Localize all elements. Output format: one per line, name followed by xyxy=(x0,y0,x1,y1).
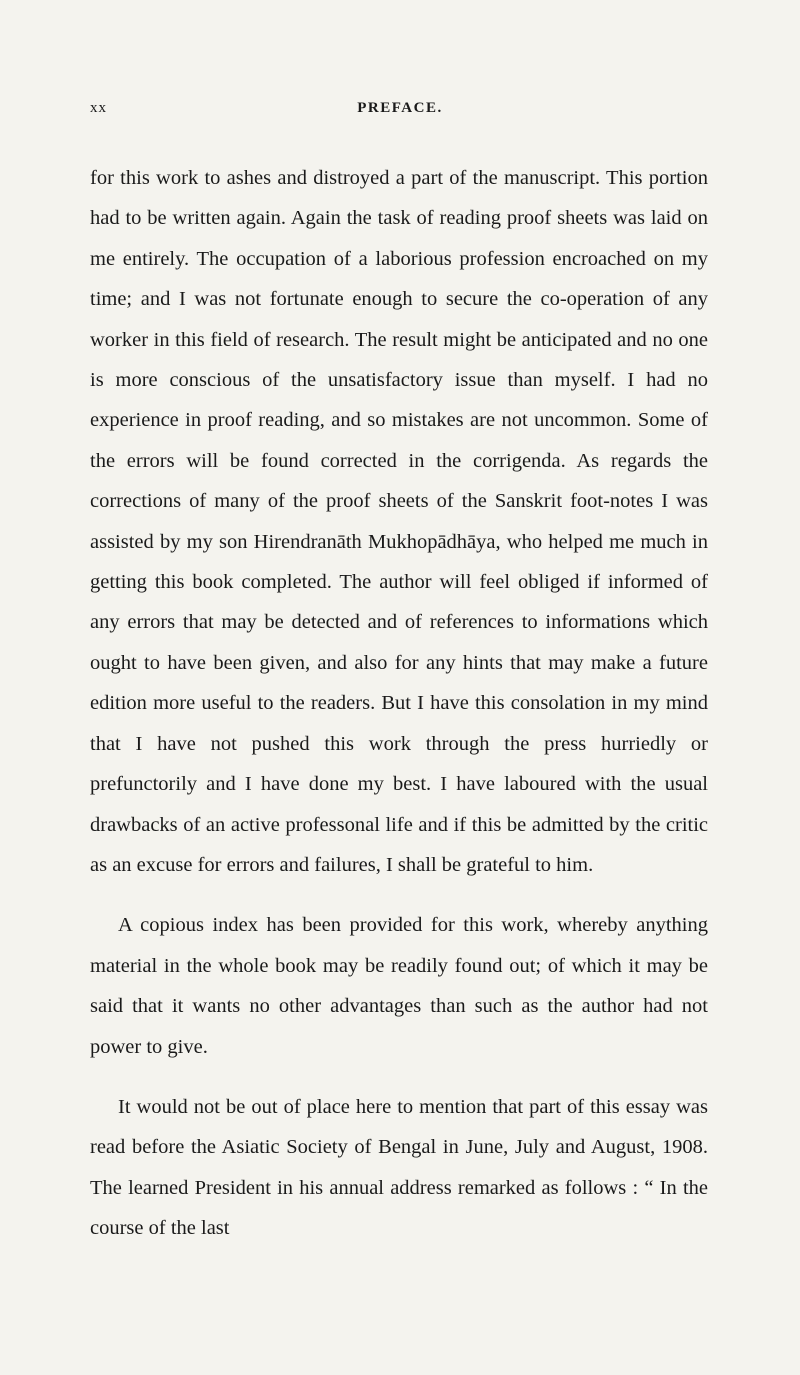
running-head xyxy=(90,100,710,130)
page-number: xx xyxy=(90,100,107,116)
paragraph: for this work to ashes and distroyed a part of the manuscript. This portion had to be written again. Again the task of reading proof sheets was laid on me entirely. The occupation of a laborious profession encroached on my time; and I was not fortunate enough to secure the co-operation of any worker in this field of research. The result might be anticipated and no one is more conscious of the unsatisfactory issue than myself. I had no experience in proof reading, and so mistakes are not uncommon. Some of the errors will be found corrected in the corrigenda. As regards the corrections of many of the proof sheets of the Sanskrit foot-notes I was assisted by my son Hirendranāth Mukhopādhāya, who helped me much in getting this book completed. The author will feel obliged if informed of any errors that may be detected and of references to informations which ought to have been given, and also for any hints that may make a future edition more useful to the readers. But I have this consolation in my mind that I have not pushed this work through the press hurriedly or prefunctorily and I have done my best. I have laboured with the usual drawbacks of an active professonal life and if this be admitted by the critic as an excuse for errors and failures, I shall be grateful to him. xyxy=(90,167,708,876)
running-title: PREFACE. xyxy=(357,100,443,116)
paragraph: A copious index has been provided for this work, whereby anything material in the whole book may be readily found out; of which it may be said that it wants no other advantages than such as the author had not power to give. xyxy=(90,914,708,1058)
paragraph: It would not be out of place here to mention that part of this essay was read before the Asiatic Society of Bengal in June, July and August, 1908. The learned President in his annual address remarked as follows : “ In the course of the last xyxy=(90,1095,708,1240)
body-text xyxy=(90,158,708,1249)
